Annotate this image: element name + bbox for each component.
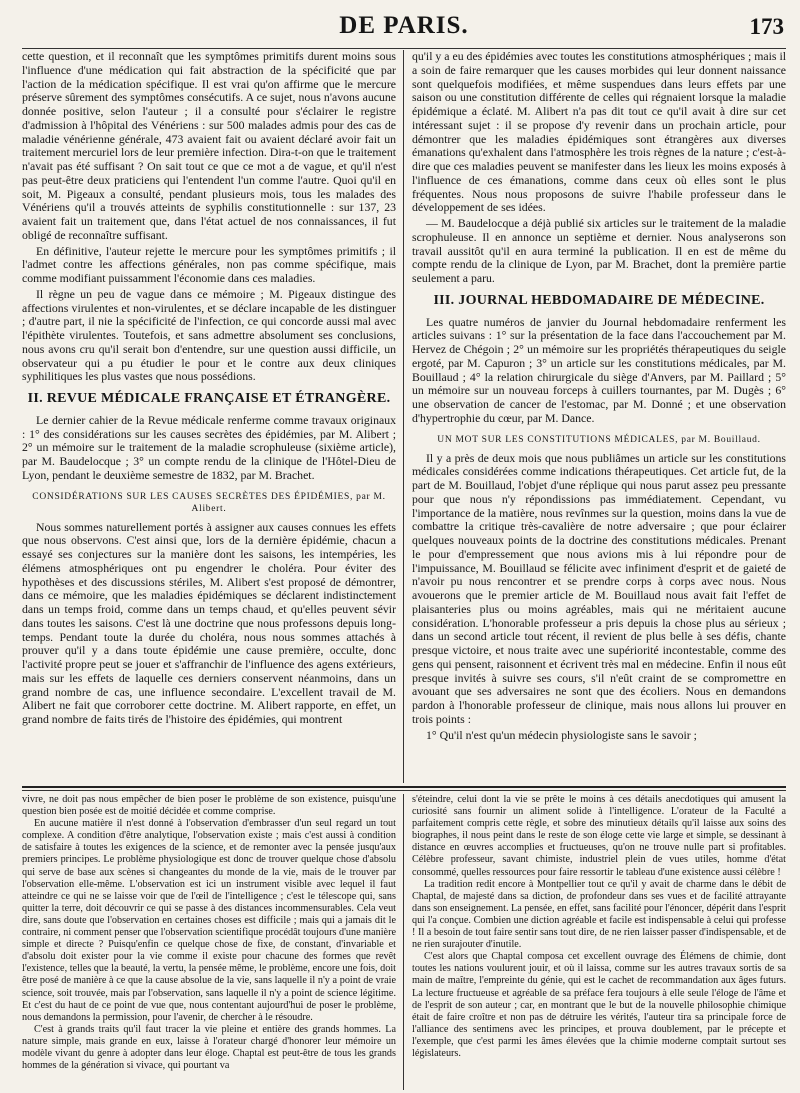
paragraph: En aucune matière il n'est donné à l'observation d'embrasser d'un seul regard un tout complexe. A condition d'être analytique, l'observation existe ; mais c'est aussi à condition de satisfaire à toutes les exigences de la science, et de remonter avec la pensée jusqu'aux premiers principes. Le problème physiologique est donc de trouver quelque chose d'absolu qui serve de base aux scènes si changeantes du monde de la vie, mais de le trouver par l'observation elle-même. L'observation est ici un instrument visible avec lequel il faut atteindre ce qui ne se laisse voir que de l'œil de l'intelligence ; c'est le télescope qui, sans quitter la terre, doit découvrir ce qui se passe à des distances incommensurables. Cela veut dire, sans doute que l'observation en certaines choses est difficile ; mais qui a jamais dit le contraire, ni comment penser que l'observation scientifique procédât toujours d'une manière simple et directe ? Puisqu'enfin ce quelque chose de fixe, de constant, d'invariable et d'absolu doit exister pour la vie comme il existe pour chacune des formes que revêt l'existence, telles que la beauté, la vertu, la pensée même, le problème, encore une fois, doit être posé de manière à ce que la cause absolue de la vie, sans laquelle il n'y a point de vraie science, soit trouvée, mais par l'observation, sans laquelle il n'y a point de science légitime. Et c'est du haut de ce point de vue que, nous contentant aujourd'hui de poser le problème, nous demandons la permission, pour l'avenir, de chercher à le résoudre. [22, 818, 396, 1023]
paragraph: C'est à grands traits qu'il faut tracer la vie pleine et entière des grands hommes. La nature simple, mais grande en eux, laisse à l'orateur chargé d'honorer leur mémoire un modèle vivant du genre à adopter dans leur éloge. Chaptal est peut-être de tous les grands hommes de la génération si vivace, qui pourtant va [22, 1023, 396, 1072]
feuilleton-right-column [404, 794, 786, 1090]
paragraph: Les quatre numéros de janvier du Journal hebdomadaire renferment les articles suivans : 1° sur la présentation de la face dans l'accouchement par M. Hervez de Chégoin ; 2° un mémoire sur les propriétés thérapeutiques du seigle ergoté, par M. Capuron ; 3° un article sur les constitutions médicales, par M. Bouillaud ; 4° la relation chirurgicale du siège d'Anvers, par M. Paillard ; 5° un mémoire sur un nouveau forceps à cuillers tournantes, par M. Dugès ; 6° une observation de cancer de l'estomac, par M. Donné ; et une observation d'hypertrophie du cœur, par M. Dance. [412, 314, 786, 425]
paragraph: Le dernier cahier de la Revue médicale renferme comme travaux originaux : 1° des considérations sur les causes secrètes des épidémies, par M. Alibert ; 2° un mémoire sur le traitement de la maladie scrophuleuse (sixième article), par M. Baudelocque ; 3° un compte rendu de la clinique de l'Hôtel-Dieu de Lyon, pendant le deuxième semestre de 1832, par M. Brachet. [22, 412, 396, 482]
paragraph: Il y a près de deux mois que nous publiâmes un article sur les constitutions médicales considérées comme indications thérapeutiques. Cet article fut, de la part de M. Bouillaud, l'objet d'une réplique qui nous parut assez peu pressante pour que nous n'y répondissions pas immédiatement. Cependant, vu l'importance de la matière, nous revînmes sur la question, moins dans la vue de combattre la critique très-cavalière de notre adversaire ; que pour éclairer quelques nouveaux points de la doctrine des constitutions médicales. Prenant le pour d'empressement que nous avions mis à lui répondre pour de l'impuissance, M. Bouillaud se félicite avec infiniment d'esprit et de gaieté de n'avoir pu nous rencontrer et se prendre corps à corps avec nous. Nous avouerons que le premier article de M. Bouillaud nous avait fait l'effet de plaisanteries plus ou moins agréables, mais qui ne méritaient aucune considération. L'honorable professeur a pris depuis la chose plus au sérieux ; dans un second article tout récent, il revient de plus belle à ses défis, chante presque victoire, et nous traite avec une supériorité incontestable, comme des gens qui pensent, raisonnent et écrivent très mal en médecine. Enfin il nous eût presque invités à suivre ses cours, s'il n'eût craint de se compromettre en avouant que ses adversaires ne sont que des écoliers. Nous en demandons pardon à l'honorable professeur de clinique, mais nous allons lui prouver en trois points : [412, 450, 786, 726]
paragraph: C'est alors que Chaptal composa cet excellent ouvrage des Élémens de chimie, dont toutes les nations voulurent jouir, et où il laissa, comme sur les autres travaux sortis de sa main de maître, l'empreinte du génie, qui est le cachet de recommandation aux âges futurs. La lecture fructueuse et agréable de sa préface fera toujours à elle seule l'éloge de l'âme et de l'esprit de son auteur ; car, en montrant que le but de la nouvelle philosophie chimique était de faire croître et non pas de détruire les vérités, l'auteur tira sa principale force de l'alliance des sentimens avec les principes, et prouva doublement, par le précepte et l'exemple, que c'est parmi les âmes élevées que la chimie moderne comptait surtout ses législateurs. [412, 951, 786, 1059]
section-heading: III. JOURNAL HEBDOMADAIRE DE MÉDECINE. [433, 292, 765, 308]
paragraph: vivre, ne doit pas nous empêcher de bien poser le problème de son existence, puisqu'une question bien posée est de moitié décidée et comme comprise. [22, 794, 396, 818]
paragraph: En définitive, l'auteur rejette le mercure pour les symptômes primitifs ; il l'admet contre les affections générales, non pas comme spécifique, mais comme modifiant puissamment l'économie dans ces maladies. [22, 243, 396, 285]
paragraph: s'éteindre, celui dont la vie se prête le moins à ces détails anecdotiques qui amusent la curiosité sans fournir un aliment solide à l'intelligence. L'orateur de la Faculté a parfaitement compris cette règle, et sobre des minutieux détails qu'il laisse aux soins des biographes, il nous peint dans le reste de son éloge cette vie large et simple, se dessinant à distance en œuvres accomplies et fructueuses, qu'on ne trouve nulle part si profitables. Célèbre professeur, savant chimiste, industriel plein de vues utiles, homme d'état consommé, quelles ressources pour faire ressortir le tableau d'une existence aussi célèbre ! [412, 794, 786, 878]
feuilleton-left-column [22, 794, 404, 1090]
article-subheading: UN MOT SUR LES CONSTITUTIONS MÉDICALES, par M. Bouillaud. [437, 434, 761, 445]
left-column [22, 50, 404, 783]
paragraph: qu'il y a eu des épidémies avec toutes les constitutions atmosphériques ; mais il a soin de faire remarquer que les causes morbides qui leur donnent naissance sont quelquefois modifiées, et même suspendues dans leurs effets par une saison ou une constitution différente de celles qui régnaient lorsque la maladie épidémique a éclaté. M. Alibert n'a pas dit tout ce qu'il avait à dire sur cet intéressant sujet : il se propose d'y revenir dans un prochain article, pour démontrer que les maladies épidémiques sont étrangères aux diverses émanations qu'exhalent dans l'atmosphère les trois règnes de la nature ; c'est-à-dire que ces maladies peuvent se manifester dans les lieux les moins exposés à l'influence de ces émanations, comme dans ceux où elles sont le plus fréquentes. Nous nous proposons de suivre l'habile professeur dans le développement de ses idées. [412, 50, 786, 215]
paragraph: — M. Baudelocque a déjà publié six articles sur le traitement de la maladie scrophuleuse. Il en annonce un septième et dernier. Nous analyserons son travail aussitôt qu'il en aura terminé la publication. Il en est de même du compte rendu de la clinique de Lyon, par M. Brachet, dont la première partie seulement a paru. [412, 216, 786, 285]
paragraph: 1° Qu'il n'est qu'un médecin physiologiste sans le savoir ; [426, 727, 697, 742]
feuilleton-divider [22, 786, 786, 788]
feuilleton-columns [22, 794, 786, 1090]
paragraph: cette question, et il reconnaît que les symptômes primitifs durent moins sous l'influence d'une médication qui fait abstraction de la spécificité que par l'action de la médication spécifique. Il est vrai qu'on affirme que le mercure préserve sûrement des symptômes consécutifs. A ce sujet, nous n'avons aucune donnée positive, selon l'auteur ; il a consulté pour s'éclairer le registre d'admission à l'hôpital des Vénériens : sur 500 malades admis pour des cas de maladie vénérienne générale, 473 avaient fait ou avaient déclaré avoir fait un traitement mercuriel lors de leur première infection. Dira-t-on que le traitement n'avait pas été suffisant ? On sait tout ce que ce mot a de vague, et qu'il n'est pas peut-être deux praticiens qui l'entendent l'un comme l'autre. Quoi qu'il en soit, M. Pigeaux a consulté, pendant plusieurs mois, tous les malades des Vénériens qu'il a trouvés atteints de syphilis constitutionnelle : sur 137, 23 avaient fait un traitement que, dans l'état actuel de nos connaissances, il fut obligé de reconnaître suffisant. [22, 50, 396, 242]
running-title: DE PARIS. [339, 12, 469, 39]
right-column [404, 50, 786, 783]
article-subheading: CONSIDÉRATIONS SUR LES CAUSES SECRÈTES DES ÉPIDÉMIES, par M. Alibert. [32, 491, 386, 514]
paragraph: Il règne un peu de vague dans ce mémoire ; M. Pigeaux distingue des affections virulentes et non-virulentes, et se déclare incapable de les distinguer ; d'autre part, il nie la spécificité de l'infection, ce qui concorde aussi mal avec l'épithète virulentes. Toutefois, et sans admettre absolument ses conclusions, nous avons cru qu'il serait bon d'entendre, sur une question aussi difficile, un observateur qui a pu étudier le pour et le contre aux deux cliniques syphilitiques les plus vastes que nous possédions. [22, 286, 396, 384]
page-number: 173 [749, 14, 784, 39]
feuilleton-divider-thin [22, 790, 786, 791]
paragraph: Nous sommes naturellement portés à assigner aux causes connues les effets que nous observons. C'est ainsi que, lors de la dernière épidémie, chacun a essayé ses conjectures sur la manière dont les saisons, les intempéries, les élémens atmosphériques ont pu engendrer le choléra. Pour éviter des hypothèses et des discussions stériles, M. Alibert s'est proposé de démontrer, dans ce mémoire, que les maladies épidémiques se déclarent indistinctement dans un temps froid, comme dans un temps chaud, et qu'elles peuvent sévir dans toutes les saisons. C'est là une doctrine que nous professons depuis long-temps. Pendant toute la durée du choléra, nous nous sommes attachés à prouver qu'il y a dans toute épidémie une cause première, occulte, donc l'activité propre peut se jouer et s'affranchir de l'influence des agens extérieurs, mais sur les effets de laquelle ces derniers conservent néanmoins, dans un grand nombre de cas, une influence secondaire. L'excellent travail de M. Alibert ne fait que corroborer cette doctrine. M. Alibert rapporte, en effet, un grand nombre de faits tirés de l'histoire des épidémies, qui montrent [22, 519, 396, 726]
section-heading: II. REVUE MÉDICALE FRANÇAISE ET ÉTRANGÈRE. [27, 391, 391, 406]
paragraph: La tradition redit encore à Montpellier tout ce qu'il y avait de charme dans le débit de Chaptal, de majesté dans sa diction, de profondeur dans ses vues et de facilité attrayante dans son enseignement. La pensée, en effet, sans facilité pour l'énoncer, dépérit dans l'esprit qui l'a conçue. Combien une diction agréable et facile est indispensable à celui qui professe ! Il a besoin de tout faire sentir sans tout dire, de ne rien laisser passer d'indispensable, et de ne rien surajouter d'inutile. [412, 878, 786, 951]
page-header [22, 6, 786, 49]
upper-columns [22, 50, 786, 783]
